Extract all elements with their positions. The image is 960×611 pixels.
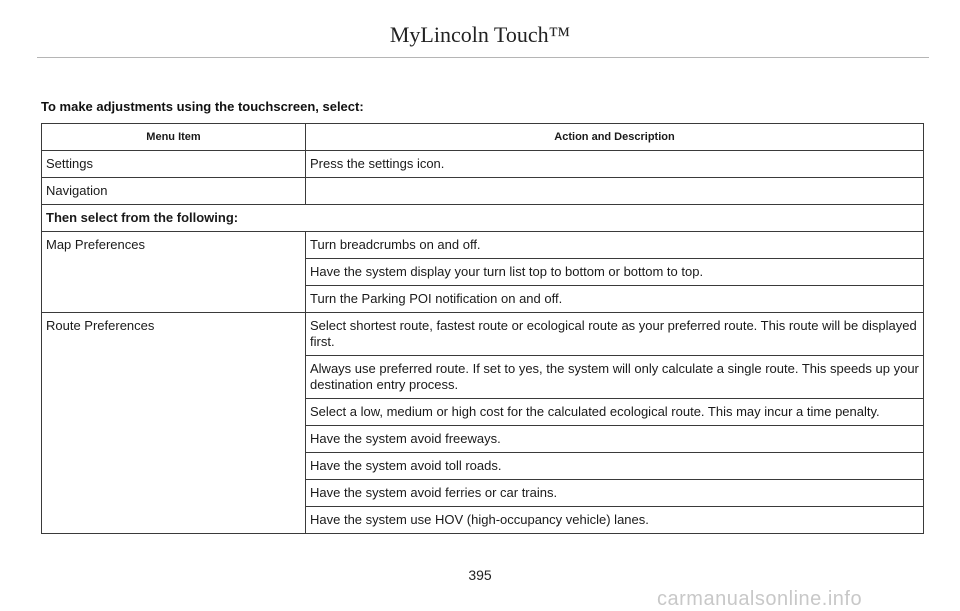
action-settings: Press the settings icon. [306, 151, 924, 178]
action-map-preference: Turn the Parking POI notification on and off. [306, 286, 924, 313]
table-row [42, 205, 924, 232]
table-row [42, 232, 924, 259]
table-row [42, 178, 924, 205]
action-route-preference: Always use preferred route. If set to yes, the system will only calculate a single route. This speeds up your destination entry process. [306, 356, 924, 399]
column-header-menu-item: Menu Item [42, 124, 306, 151]
watermark-text: carmanualsonline.info [657, 588, 863, 610]
table-row [42, 151, 924, 178]
menu-item-map-preferences: Map Preferences [42, 232, 306, 313]
menu-item-route-preferences: Route Preferences [42, 313, 306, 534]
action-route-preference: Have the system avoid toll roads. [306, 453, 924, 480]
page-header-title: MyLincoln Touch™ [389, 22, 571, 47]
action-route-preference: Have the system use HOV (high-occupancy vehicle) lanes. [306, 507, 924, 534]
table-row [42, 313, 924, 356]
action-map-preference: Turn breadcrumbs on and off. [306, 232, 924, 259]
menu-table [41, 123, 924, 534]
header-divider [37, 57, 929, 58]
table-header-row [42, 124, 924, 151]
action-route-preference: Select shortest route, fastest route or ecological route as your preferred route. This route will be displayed first. [306, 313, 924, 356]
menu-item-navigation: Navigation [42, 178, 306, 205]
action-route-preference: Have the system avoid freeways. [306, 426, 924, 453]
action-map-preference: Have the system display your turn list top to bottom or bottom to top. [306, 259, 924, 286]
page-number: 395 [468, 567, 492, 583]
action-navigation [306, 178, 924, 205]
action-route-preference: Have the system avoid ferries or car trains. [306, 480, 924, 507]
menu-item-settings: Settings [42, 151, 306, 178]
intro-text: To make adjustments using the touchscreen, select: [41, 99, 364, 114]
column-header-action: Action and Description [306, 124, 924, 151]
action-route-preference: Select a low, medium or high cost for the calculated ecological route. This may incur a time penalty. [306, 399, 924, 426]
section-heading-then-select: Then select from the following: [42, 205, 924, 232]
